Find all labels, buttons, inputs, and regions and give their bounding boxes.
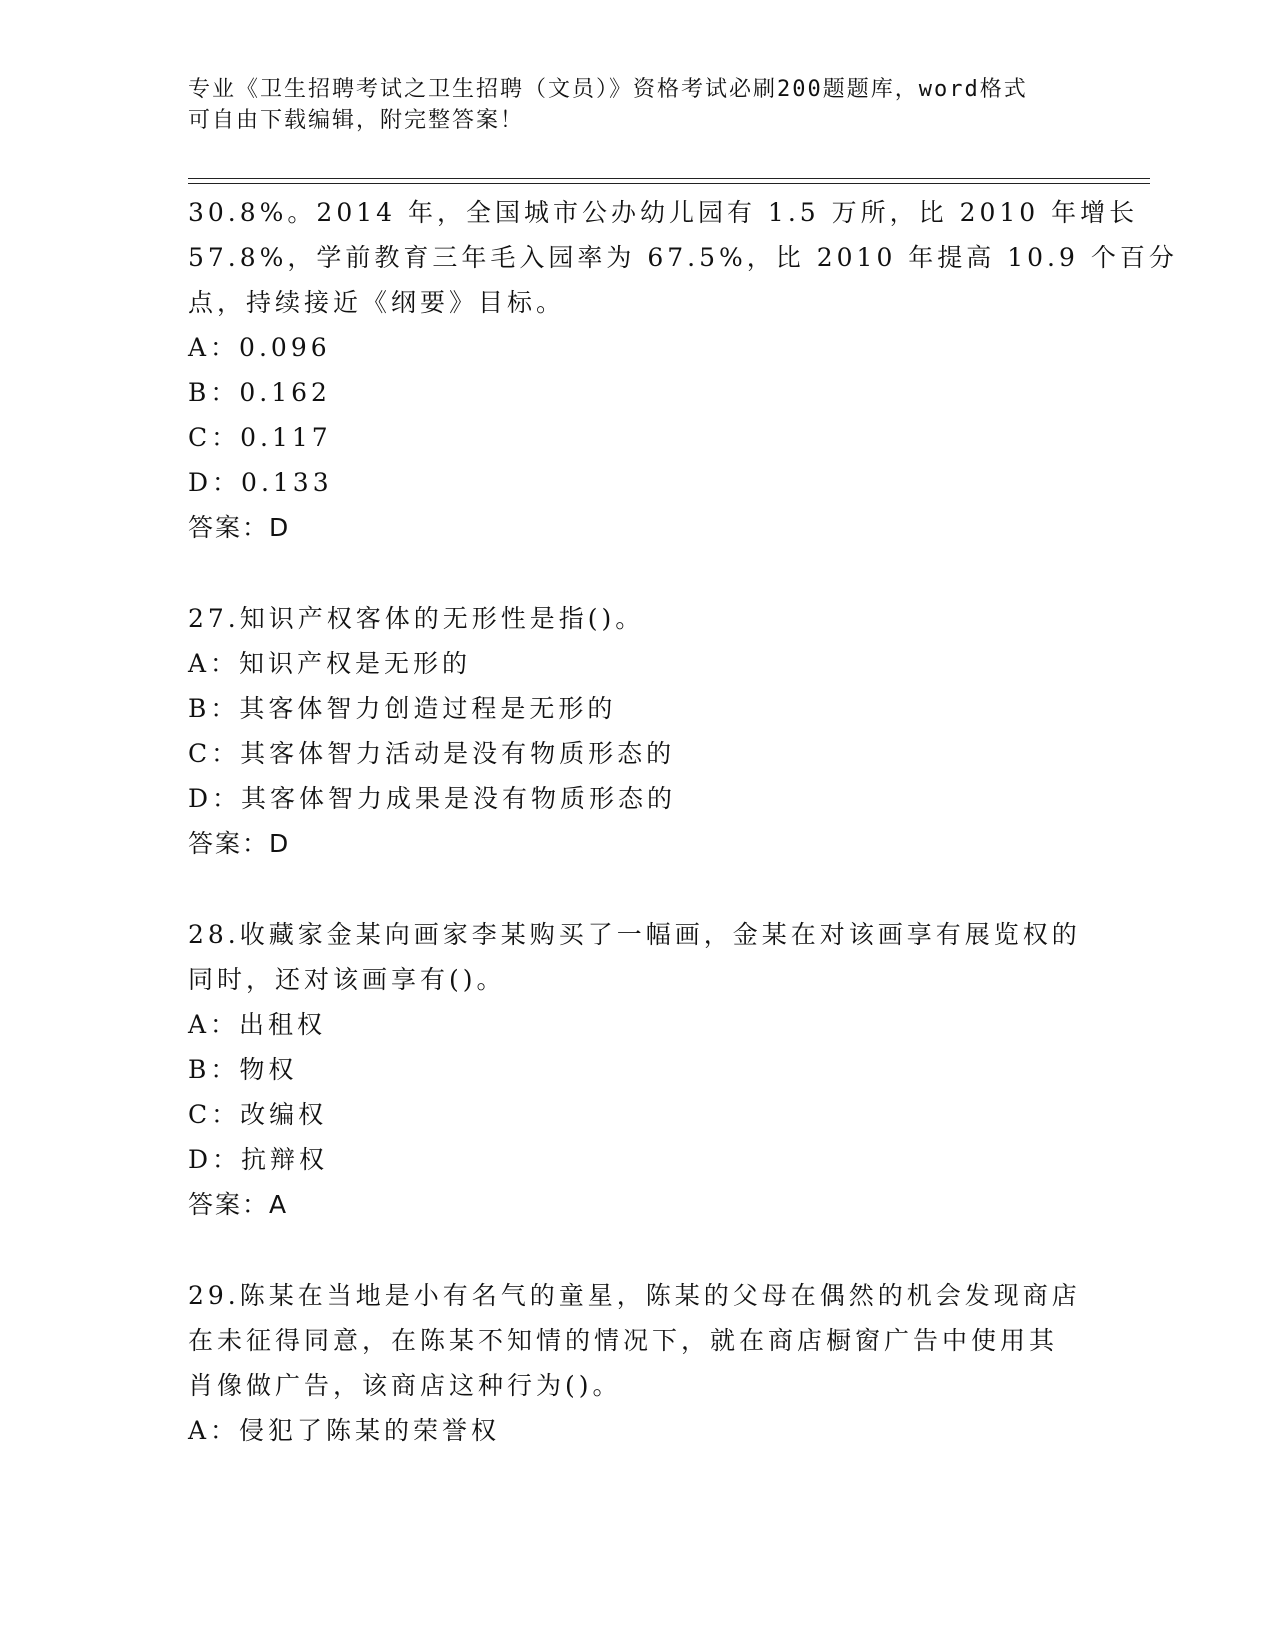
option-a: A：出租权 xyxy=(188,1010,327,1039)
option-a: A：侵犯了陈某的荣誉权 xyxy=(188,1416,501,1445)
option-d: D：0.133 xyxy=(188,468,333,497)
option-d: D：抗辩权 xyxy=(188,1145,329,1174)
option-c: C：其客体智力活动是没有物质形态的 xyxy=(188,739,676,768)
question-content xyxy=(188,190,1178,1453)
question-text-line: 30.8%。2014 年，全国城市公办幼儿园有 1.5 万所，比 2010 年增长 xyxy=(188,198,1139,227)
question-text-line: 点，持续接近《纲要》目标。 xyxy=(188,288,566,317)
answer-label: 答案：A xyxy=(188,1190,289,1219)
question-28 xyxy=(188,912,1088,1227)
question-29 xyxy=(188,1273,1088,1453)
document-header xyxy=(188,74,1068,136)
question-stem: 27.知识产权客体的无形性是指()。 xyxy=(188,604,645,633)
question-stem-line: 29.陈某在当地是小有名气的童星，陈某的父母在偶然的机会发现商店 xyxy=(188,1281,1081,1310)
question-text-line: 57.8%，学前教育三年毛入园率为 67.5%，比 2010 年提高 10.9 个百分 xyxy=(188,243,1178,272)
question-stem-line: 同时，还对该画享有()。 xyxy=(188,965,506,994)
header-divider-top xyxy=(188,178,1150,179)
option-d: D：其客体智力成果是没有物质形态的 xyxy=(188,784,677,813)
question-stem-line: 28.收藏家金某向画家李某购买了一幅画，金某在对该画享有展览权的 xyxy=(188,920,1081,949)
answer-label: 答案：D xyxy=(188,513,291,542)
question-26-continued xyxy=(188,190,1178,550)
option-a: A：0.096 xyxy=(188,333,331,362)
question-stem-line: 在未征得同意，在陈某不知情的情况下，就在商店橱窗广告中使用其 xyxy=(188,1326,1059,1355)
header-title-line-1: 专业《卫生招聘考试之卫生招聘（文员）》资格考试必刷200题题库，word格式 xyxy=(188,77,1028,102)
question-stem-line: 肖像做广告，该商店这种行为()。 xyxy=(188,1371,622,1400)
option-a: A：知识产权是无形的 xyxy=(188,649,472,678)
option-b: B：其客体智力创造过程是无形的 xyxy=(188,694,617,723)
option-b: B：0.162 xyxy=(188,378,331,407)
header-divider-bottom xyxy=(188,183,1150,184)
question-27 xyxy=(188,596,1088,866)
answer-label: 答案：D xyxy=(188,829,291,858)
header-title-line-2: 可自由下载编辑，附完整答案！ xyxy=(188,108,525,133)
option-c: C：0.117 xyxy=(188,423,332,452)
option-c: C：改编权 xyxy=(188,1100,328,1129)
option-b: B：物权 xyxy=(188,1055,298,1084)
